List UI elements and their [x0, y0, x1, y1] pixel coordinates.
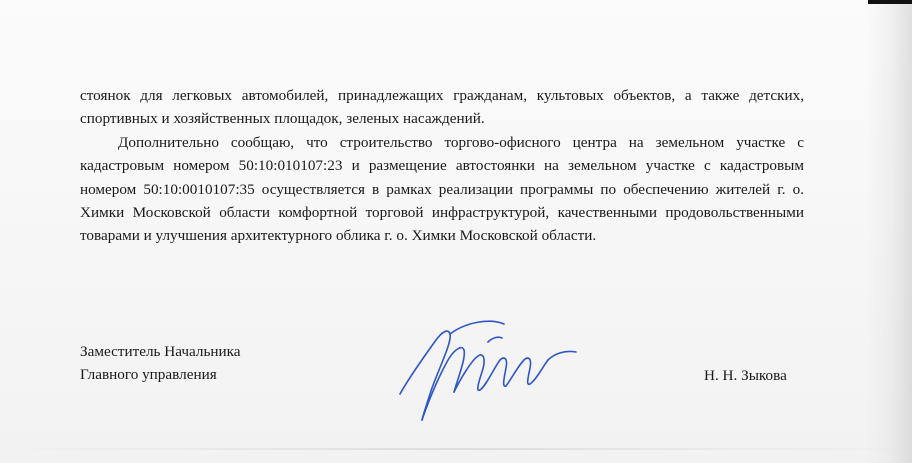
- paragraph-continuation: стоянок для легковых автомобилей, принадлежащих гражданам, культовых объектов, а также детских, спортивных и хозяйственных площадок, зеленых насаждений.: [80, 87, 804, 128]
- paragraph-additional-info: Дополнительно сообщаю, что строительство торгово-офисного центра на земельном участке с кадастровым номером 50:10:010107:23 и размещение автостоянки на земельном участке с кадастровым номером 50:10:0010107:35 осуществляется в рамках реализации программы по обеспечению жителей г. о. Химки Московской области комфортной торговой инфраструктурой, качественными продовольственными товарами и улучшения архитектурного облика г. о. Химки Московской области.: [80, 133, 804, 245]
- letter-body: [80, 84, 804, 248]
- scan-corner-mark: [868, 0, 912, 4]
- signatory-name: Н. Н. Зыкова: [704, 367, 787, 384]
- position-line-1: Заместитель Начальника: [80, 343, 241, 360]
- handwritten-signature: [392, 316, 584, 426]
- scan-edge-shadow: [866, 0, 912, 463]
- position-line-2: Главного управления: [80, 366, 217, 384]
- signatory-position: [80, 340, 241, 387]
- paper-fold-line: [0, 448, 912, 450]
